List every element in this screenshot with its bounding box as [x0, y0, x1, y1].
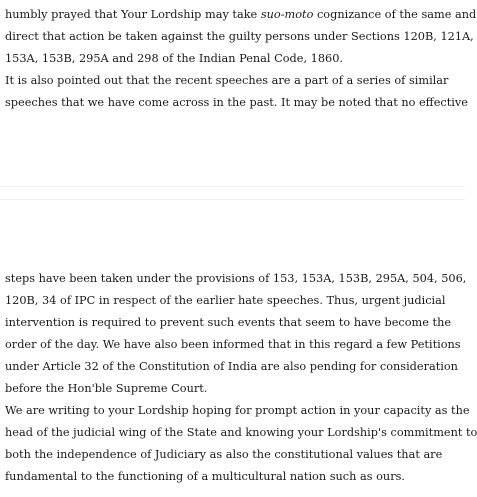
text-line: 120B, 34 of IPC in respect of the earlier hate speeches. Thus, urgent judicial [5, 294, 446, 307]
text-line: speeches that we have come across in the past. It may be noted that no effective [5, 96, 468, 109]
page-section-bottom [0, 262, 477, 497]
page-section-top [0, 0, 477, 186]
text-line: intervention is required to prevent such events that seem to have become the [5, 316, 452, 329]
text-line: head of the judicial wing of the State and knowing your Lordship's commitment to [5, 426, 477, 439]
italic-term: suo-moto [260, 8, 314, 21]
text-span: cognizance of the same and [313, 8, 477, 21]
text-line [5, 4, 477, 26]
text-line: order of the day. We have also been informed that in this regard a few Petitions [5, 338, 461, 351]
text-span: humbly prayed that Your Lordship may take [5, 8, 261, 21]
text-line: fundamental to the functioning of a multicultural nation such as ours. [5, 470, 405, 483]
text-line: before the Hon'ble Supreme Court. [5, 382, 208, 395]
text-line: It is also pointed out that the recent speeches are a part of a series of similar [5, 74, 449, 87]
text-line: 153A, 153B, 295A and 298 of the Indian Penal Code, 1860. [5, 52, 343, 65]
text-line: both the independence of Judiciary as also the constitutional values that are [5, 448, 443, 461]
bottom-paragraph [5, 268, 477, 488]
text-line: We are writing to your Lordship hoping for prompt action in your capacity as the [5, 404, 470, 417]
text-line: under Article 32 of the Constitution of India are also pending for consideration [5, 360, 458, 373]
text-line: steps have been taken under the provisions of 153, 153A, 153B, 295A, 504, 506, [5, 272, 467, 285]
text-line: direct that action be taken against the guilty persons under Sections 120B, 121A, [5, 30, 474, 43]
top-paragraph [5, 4, 477, 114]
page-break-gap [0, 186, 465, 200]
